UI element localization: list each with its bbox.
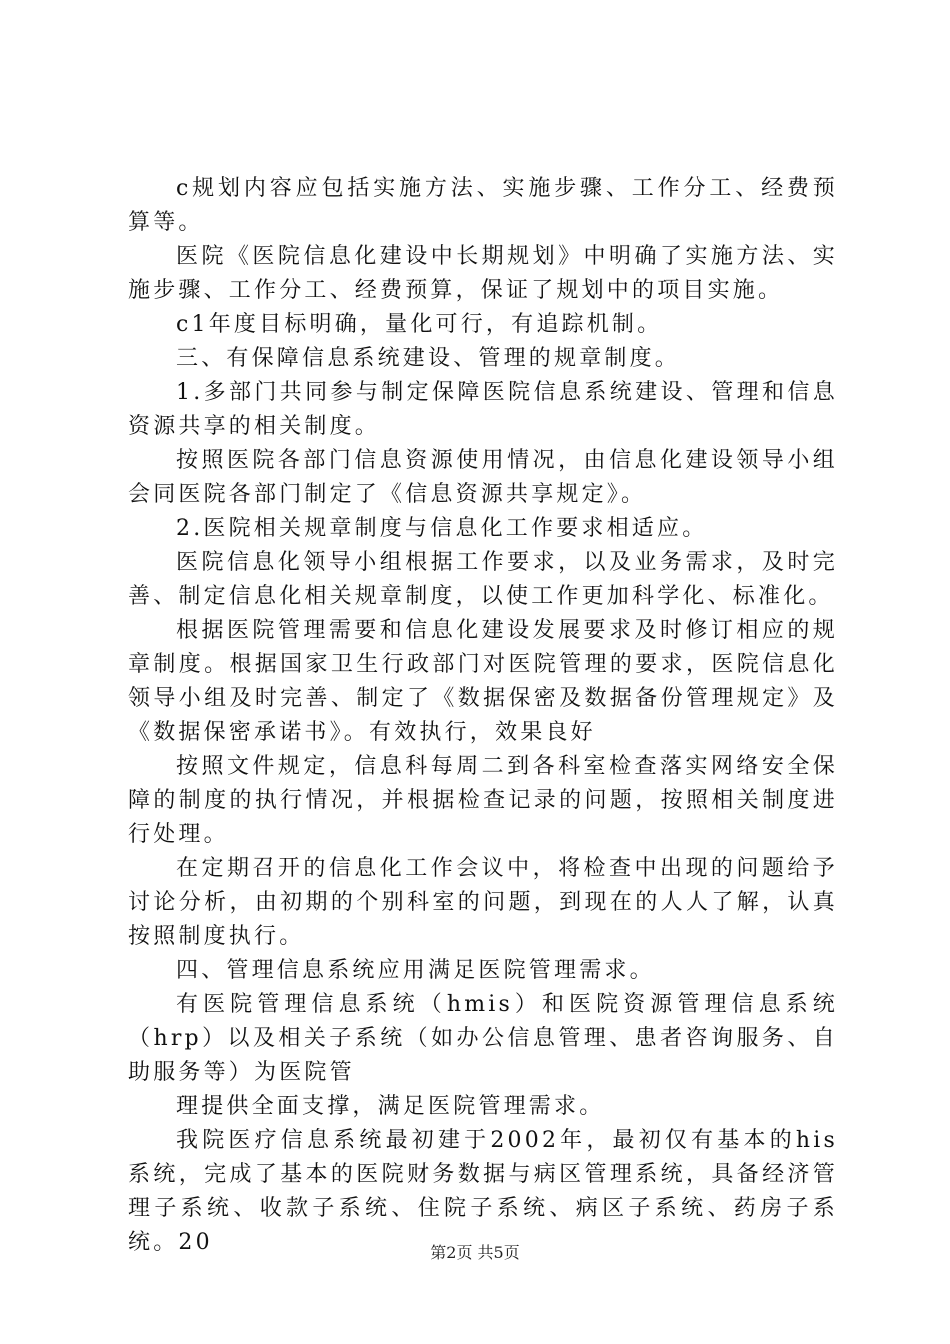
paragraph-7: 2.医院相关规章制度与信息化工作要求相适应。 [176,516,708,541]
page-number-footer: 第2页 共5页 [430,1243,520,1262]
paragraph-15: 我院医疗信息系统最初建于2002年，最初仅有基本的his系统，完成了基本的医院财务数据与病区管理系统，具备经济管理子系统、收款子系统、住院子系统、病区子系统、药房子系统。20 [128,1128,838,1255]
document-body [128,172,838,1260]
paragraph-11: 在定期召开的信息化工作会议中，将检查中出现的问题给予讨论分析，由初期的个别科室的问题，到现在的人人了解，认真按照制度执行。 [128,856,838,949]
paragraph-8: 医院信息化领导小组根据工作要求，以及业务需求，及时完善、制定信息化相关规章制度，以使工作更加科学化、标准化。 [128,550,838,609]
section-heading-4: 四、管理信息系统应用满足医院管理需求。 [176,958,655,983]
paragraph-1: c规划内容应包括实施方法、实施步骤、工作分工、经费预算等。 [128,176,838,235]
paragraph-10: 按照文件规定，信息科每周二到各科室检查落实网络安全保障的制度的执行情况，并根据检查记录的问题，按照相关制度进行处理。 [128,754,838,847]
paragraph-3: c1年度目标明确，量化可行，有追踪机制。 [176,312,663,337]
paragraph-13: 有医院管理信息系统（hmis）和医院资源管理信息系统（hrp）以及相关子系统（如办公信息管理、患者咨询服务、自助服务等）为医院管 [128,992,838,1085]
section-heading-3: 三、有保障信息系统建设、管理的规章制度。 [176,346,681,371]
paragraph-6: 按照医院各部门信息资源使用情况，由信息化建设领导小组会同医院各部门制定了《信息资源共享规定》。 [128,448,838,507]
paragraph-9: 根据医院管理需要和信息化建设发展要求及时修订相应的规章制度。根据国家卫生行政部门对医院管理的要求，医院信息化领导小组及时完善、制定了《数据保密及数据备份管理规定》及《数据保密承诺书》。有效执行，效果良好 [128,618,838,745]
paragraph-5: 1.多部门共同参与制定保障医院信息系统建设、管理和信息资源共享的相关制度。 [128,380,838,439]
paragraph-2: 医院《医院信息化建设中长期规划》中明确了实施方法、实施步骤、工作分工、经费预算，保证了规划中的项目实施。 [128,244,838,303]
paragraph-14: 理提供全面支撑，满足医院管理需求。 [176,1094,605,1119]
